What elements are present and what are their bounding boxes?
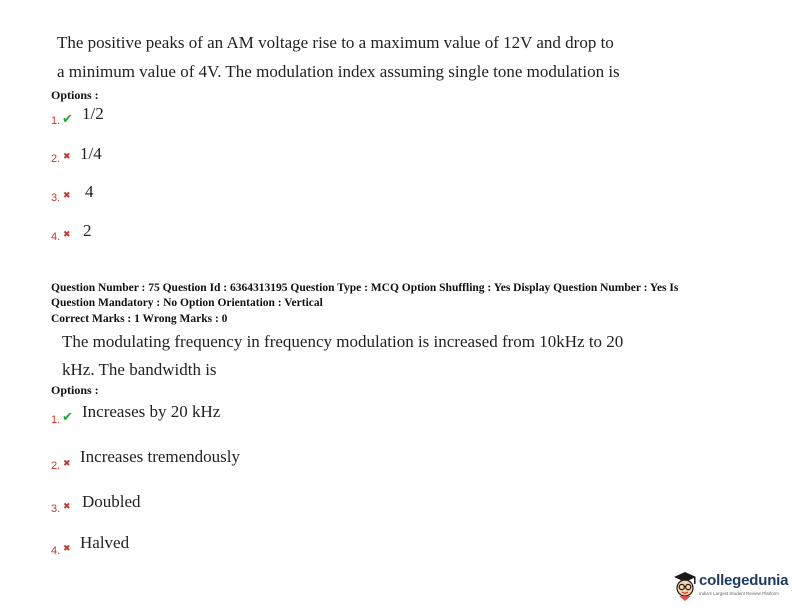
option-number: 4.	[51, 231, 61, 243]
option-text: Doubled	[82, 492, 141, 511]
option-number: 4.	[51, 545, 61, 557]
option-text: Halved	[80, 533, 130, 552]
collegedunia-logo	[672, 566, 787, 606]
option-number: 3.	[51, 192, 61, 204]
option-text: 4	[85, 182, 94, 201]
q1-options-label: Options :	[51, 88, 99, 102]
cross-icon: ✖	[63, 502, 71, 512]
q2-meta-line1: Question Number : 75 Question Id : 6364313195 Question Type : MCQ Option Shuffling : Yes Display Question Number : Yes Is	[51, 282, 679, 294]
option-number: 3.	[51, 503, 61, 515]
option-text: Increases tremendously	[80, 447, 241, 466]
cross-icon: ✖	[63, 544, 71, 554]
cross-icon: ✖	[63, 230, 71, 240]
q2-text-line1: The modulating frequency in frequency modulation is increased from 10kHz to 20	[62, 332, 624, 351]
option-text: 2	[83, 221, 92, 240]
cross-icon: ✖	[63, 191, 71, 201]
logo-tagline: India's Largest Student Review Platform	[699, 591, 779, 596]
option-number: 2.	[51, 460, 61, 472]
q2-marks-line: Correct Marks : 1 Wrong Marks : 0	[51, 313, 228, 325]
q2-meta-line2: Question Mandatory : No Option Orientation : Vertical	[51, 297, 323, 309]
graduate-mascot-icon	[672, 568, 698, 604]
q1-text-line2: a minimum value of 4V. The modulation index assuming single tone modulation is	[57, 62, 620, 81]
option-text: 1/2	[82, 104, 104, 123]
q2-text-line2: kHz. The bandwidth is	[62, 360, 217, 379]
cross-icon: ✖	[63, 459, 71, 469]
option-text: 1/4	[80, 144, 102, 163]
option-number: 1.	[51, 414, 61, 426]
q2-options-label: Options :	[51, 383, 99, 397]
check-icon: ✔	[62, 410, 73, 425]
q1-text-line1: The positive peaks of an AM voltage rise to a maximum value of 12V and drop to	[57, 33, 614, 52]
logo-wordmark: collegedunia	[699, 572, 789, 589]
cross-icon: ✖	[63, 152, 71, 162]
check-icon: ✔	[62, 112, 73, 127]
option-text: Increases by 20 kHz	[82, 402, 221, 421]
option-number: 1.	[51, 115, 61, 127]
option-number: 2.	[51, 153, 61, 165]
